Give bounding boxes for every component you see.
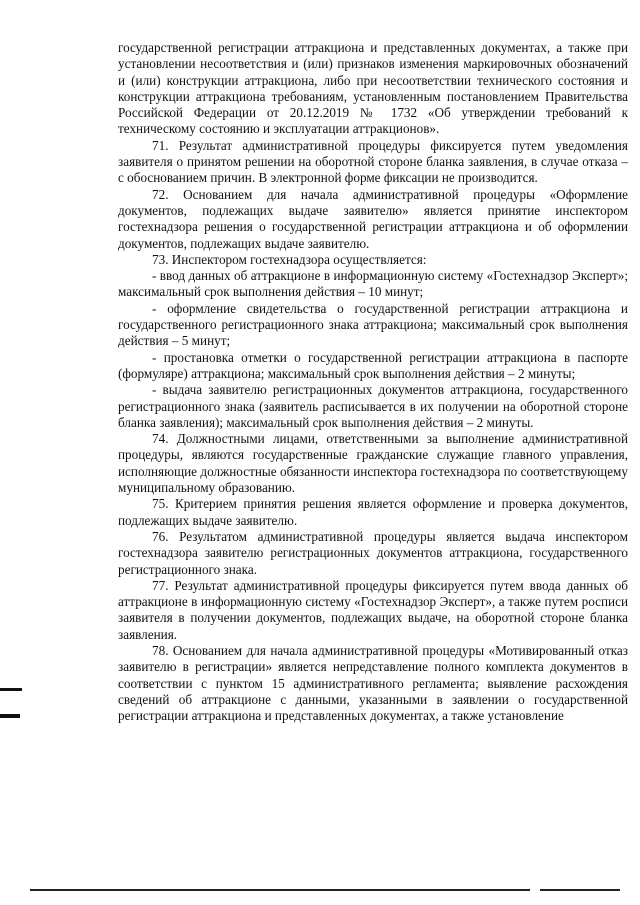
list-item-passport-mark: - простановка отметки о государственной регистрации аттракциона в паспорте (формуляре) аттракциона; максимальный срок выполнения действия – 2 минуты; <box>118 349 628 381</box>
paragraph-77: 77. Результат административной процедуры фиксируется путем ввода данных об аттракционе в информационную систему «Гостехнадзор Эксперт», а также путем росписи заявителя в получении документов, подлежащих выдаче, на оборотной стороне бланка заявления. <box>118 577 628 642</box>
scan-mark <box>0 688 22 691</box>
paragraph-continuation: государственной регистрации аттракциона и представленных документах, а также при установлении несоответствия и (или) признаков изменения маркировочных обозначений и (или) конструкции аттракциона, либо при несоответствии технического состояния и конструкции аттракциона требованиям, установленным постановлением Правительства Российской Федерации от 20.12.2019 № 1732 «Об утверждении требований к техническому состоянию и эксплуатации аттракционов». <box>118 40 628 137</box>
footer-rule <box>30 889 530 891</box>
scan-mark <box>0 714 20 718</box>
paragraph-75: 75. Критерием принятия решения является оформление и проверка документов, подлежащих выдаче заявителю. <box>118 496 628 528</box>
footer-rule <box>540 889 620 891</box>
paragraph-72: 72. Основанием для начала административной процедуры «Оформление документов, подлежащих выдаче заявителю» является принятие инспектором гостехнадзора решения о государственной регистрации аттракциона и об оформлении документов, подлежащих выдаче заявителю. <box>118 186 628 251</box>
list-item-issuance: - выдача заявителю регистрационных документов аттракциона, государственного регистрационного знака (заявитель расписывается в их получении на оборотной стороне бланка заявления); максимальный срок выполнения действия – 2 минуты. <box>118 382 628 430</box>
paragraph-76: 76. Результатом административной процедуры является выдача инспектором гостехнадзора заявителю регистрационных документов аттракциона, государственного регистрационного знака. <box>118 528 628 577</box>
list-item-data-entry: - ввод данных об аттракционе в информационную систему «Гостехнадзор Эксперт»; максимальный срок выполнения действия – 10 минут; <box>118 268 628 300</box>
paragraph-74: 74. Должностными лицами, ответственными за выполнение административной процедуры, являются государственные гражданские служащие главного управления, исполняющие должностные обязанности инспектора гостехнадзора по соответствующему муниципальному образованию. <box>118 431 628 496</box>
document-page <box>118 40 628 724</box>
paragraph-71: 71. Результат административной процедуры фиксируется путем уведомления заявителя о принятом решении на оборотной стороне бланка заявления, в случае отказа – с обоснованием причин. В электронной форме фиксации не производится. <box>118 137 628 186</box>
list-item-certificate: - оформление свидетельства о государственной регистрации аттракциона и государственного регистрационного знака аттракциона; максимальный срок выполнения действия – 5 минут; <box>118 300 628 349</box>
paragraph-78: 78. Основанием для начала административной процедуры «Мотивированный отказ заявителю в регистрации» является непредставление полного комплекта документов в соответствии с пунктом 15 административного регламента; выявление расхождения сведений об аттракционе с данными, указанными в заявлении о государственной регистрации аттракциона и представленных документах, а также установление <box>118 642 628 724</box>
paragraph-73: 73. Инспектором гостехнадзора осуществляется: <box>152 251 427 267</box>
